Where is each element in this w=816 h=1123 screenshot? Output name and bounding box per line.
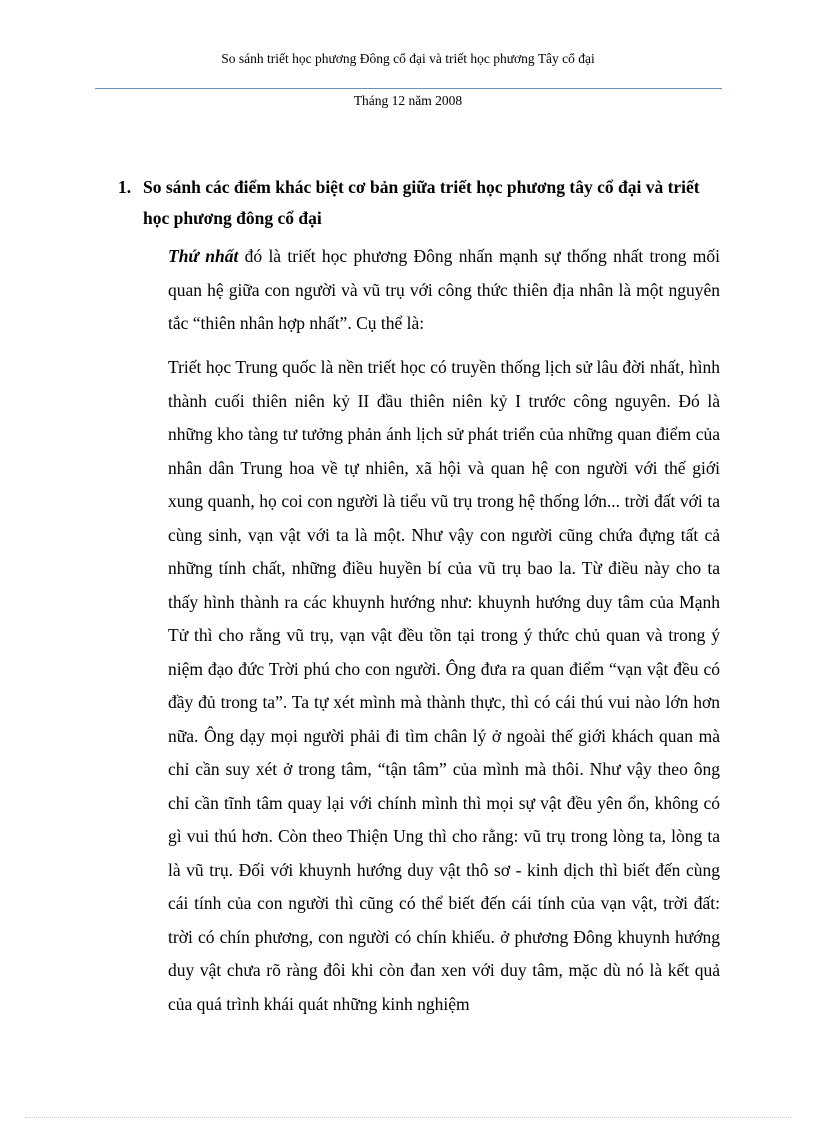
page-header: So sánh triết học phương Đông cổ đại và triết học phương Tây cổ đại [221,51,595,66]
section-heading [118,172,728,234]
section-number: 1. [118,177,132,197]
paragraph-first [168,240,720,341]
document-date: Tháng 12 năm 2008 [353,93,463,108]
paragraph-first-text: đó là triết học phương Đông nhấn mạnh sự thống nhất trong mối quan hệ giữa con người và vũ trụ với công thức thiên địa nhân là một nguyên tắc “thiên nhân hợp nhất”. Cụ thể là: [168,246,720,333]
paragraph-second: Triết học Trung quốc là nền triết học có truyền thống lịch sử lâu đời nhất, hình thành cuối thiên niên kỷ II đầu thiên niên kỷ I trước công nguyên. Đó là những kho tàng tư tưởng phản ánh lịch sử phát triển của những quan điểm của nhân dân Trung hoa về tự nhiên, xã hội và quan hệ con người với thế giới xung quanh, họ coi con người là tiểu vũ trụ trong hệ thống lớn... trời đất với ta cùng sinh, vạn vật với ta là một. Như vậy con người cũng chứa đựng tất cả những tính chất, những điều huyền bí của vũ trụ bao la. Từ điều này cho ta thấy hình thành ra các khuynh hướng như: khuynh hướng duy tâm của Mạnh Tử thì cho rằng vũ trụ, vạn vật đều tồn tại trong ý thức chủ quan và trong ý niệm đạo đức Trời phú cho con người. Ông đưa ra quan điểm “vạn vật đều có đầy đủ trong ta”. Ta tự xét mình mà thành thực, thì có cái thú vui nào lớn hơn nữa. Ông dạy mọi người phải đi tìm chân lý ở ngoài thế giới khách quan mà chỉ cần suy xét ở trong tâm, “tận tâm” của mình mà thôi. Như vậy theo ông chỉ cần tĩnh tâm quay lại với chính mình thì mọi sự vật đều yên ổn, không có gì vui thú hơn. Còn theo Thiện Ung thì cho rằng: vũ trụ trong lòng ta, lòng ta là vũ trụ. Đối với khuynh hướng duy vật thô sơ - kinh dịch thì biết đến cùng cái tính của con người thì cũng có thể biết đến cái tính của vạn vật, trời đất: trời có chín phương, con người có chín khiếu. ở phương Đông khuynh hướng duy vật chưa rõ ràng đôi khi còn đan xen với duy tâm, mặc dù nó là kết quả của quá trình khái quát những kinh nghiệm [168,357,720,1014]
page-bottom-dotted-line [25,1117,791,1118]
paragraph-lead-phrase: Thứ nhất [168,246,239,266]
header-divider [95,88,722,89]
section-title: So sánh các điểm khác biệt cơ bản giữa triết học phương tây cổ đại và triết học phương đông cổ đại [143,177,700,228]
